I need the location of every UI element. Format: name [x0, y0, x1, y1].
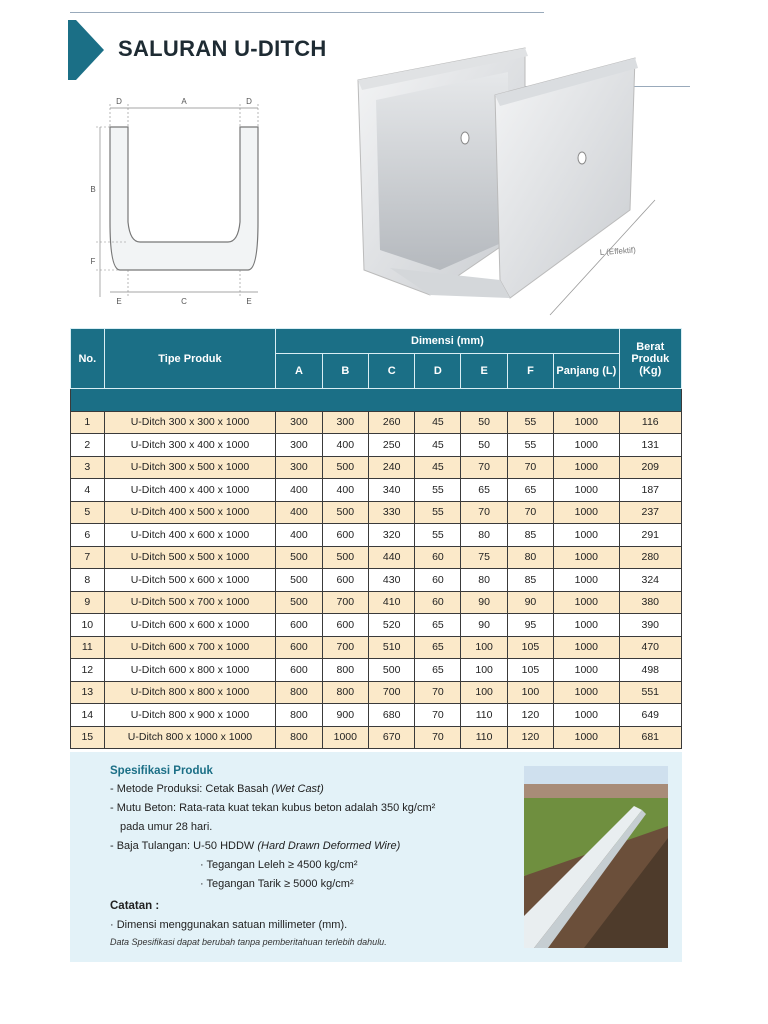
label-e-left: E [116, 297, 122, 306]
col-f-header: F [507, 354, 553, 389]
table-row [71, 726, 682, 749]
table-row [71, 704, 682, 727]
spec-line-yield: · Tegangan Leleh ≥ 4500 kg/cm² [200, 859, 358, 871]
table-cell: 291 [619, 524, 681, 547]
table-cell: 1000 [554, 501, 619, 524]
table-cell: 1000 [554, 434, 619, 457]
table-cell: 100 [507, 681, 553, 704]
table-cell: 90 [461, 591, 507, 614]
table-row [71, 479, 682, 502]
table-row [71, 501, 682, 524]
table-row [71, 614, 682, 637]
table-cell: 5 [71, 501, 105, 524]
table-cell: U-Ditch 400 x 500 x 1000 [104, 501, 276, 524]
table-cell: 60 [415, 569, 461, 592]
table-cell: 209 [619, 456, 681, 479]
table-cell: 1000 [554, 411, 619, 434]
table-cell: 90 [461, 614, 507, 637]
spec-line-tensile: · Tegangan Tarik ≥ 5000 kg/cm² [200, 878, 354, 890]
table-cell: 4 [71, 479, 105, 502]
table-cell: 520 [369, 614, 415, 637]
table-cell: 100 [461, 659, 507, 682]
chevron-right-icon [68, 20, 104, 80]
label-e-right: E [246, 297, 252, 306]
table-cell: 60 [415, 546, 461, 569]
table-cell: 55 [415, 501, 461, 524]
table-cell: 240 [369, 456, 415, 479]
disclaimer-note: Data Spesifikasi dapat berubah tanpa pemberitahuan terlebih dahulu. [110, 937, 387, 947]
table-row [71, 456, 682, 479]
table-cell: 7 [71, 546, 105, 569]
table-cell: 50 [461, 411, 507, 434]
label-d-right: D [246, 97, 252, 106]
table-cell: 65 [507, 479, 553, 502]
table-cell: 70 [461, 456, 507, 479]
table-cell: 500 [369, 659, 415, 682]
spec-line-method: - Metode Produksi: Cetak Basah (Wet Cast) [110, 783, 324, 795]
table-cell: 400 [322, 434, 368, 457]
col-no-header: No. [71, 329, 105, 389]
table-cell: 45 [415, 411, 461, 434]
table-cell: 250 [369, 434, 415, 457]
table-cell: U-Ditch 500 x 500 x 1000 [104, 546, 276, 569]
table-cell: 800 [276, 681, 322, 704]
col-a-header: A [276, 354, 322, 389]
table-cell: 65 [415, 614, 461, 637]
table-cell: 65 [415, 636, 461, 659]
table-row [71, 546, 682, 569]
table-cell: 900 [322, 704, 368, 727]
table-cell: U-Ditch 500 x 700 x 1000 [104, 591, 276, 614]
table-cell: 1 [71, 411, 105, 434]
col-type-header: Tipe Produk [104, 329, 276, 389]
table-cell: 700 [322, 591, 368, 614]
u-ditch-render [350, 40, 670, 330]
table-cell: 800 [276, 704, 322, 727]
spec-line-steel: - Baja Tulangan: U-50 HDDW (Hard Drawn Deformed Wire) [110, 840, 401, 852]
table-cell: 95 [507, 614, 553, 637]
spec-box-side [70, 752, 96, 962]
table-cell: 110 [461, 704, 507, 727]
table-cell: 11 [71, 636, 105, 659]
table-cell: 80 [507, 546, 553, 569]
table-cell: 510 [369, 636, 415, 659]
table-cell: 1000 [554, 479, 619, 502]
length-label: L (Effektif) [599, 245, 637, 257]
table-row [71, 659, 682, 682]
table-cell: 500 [276, 546, 322, 569]
table-cell: 100 [461, 636, 507, 659]
table-cell: 600 [276, 614, 322, 637]
table-cell: 260 [369, 411, 415, 434]
table-row [71, 411, 682, 434]
spec-line-concrete: - Mutu Beton: Rata-rata kuat tekan kubus beton adalah 350 kg/cm² [110, 802, 436, 814]
table-cell: 800 [276, 726, 322, 749]
table-cell: 410 [369, 591, 415, 614]
table-cell: 300 [276, 434, 322, 457]
label-c: C [181, 297, 187, 306]
table-cell: 600 [322, 614, 368, 637]
table-cell: 85 [507, 524, 553, 547]
table-cell: 105 [507, 659, 553, 682]
spec-line-age: pada umur 28 hari. [120, 821, 213, 833]
table-cell: 300 [276, 411, 322, 434]
table-cell: U-Ditch 800 x 900 x 1000 [104, 704, 276, 727]
table-cell: 280 [619, 546, 681, 569]
col-l-header: Panjang (L) [554, 354, 619, 389]
table-cell: 55 [507, 434, 553, 457]
table-cell: U-Ditch 300 x 300 x 1000 [104, 411, 276, 434]
table-cell: 330 [369, 501, 415, 524]
table-cell: 80 [461, 524, 507, 547]
spec-table [70, 328, 682, 749]
table-cell: U-Ditch 400 x 600 x 1000 [104, 524, 276, 547]
label-d-left: D [116, 97, 122, 106]
table-cell: 400 [322, 479, 368, 502]
table-cell: 90 [507, 591, 553, 614]
table-cell: 680 [369, 704, 415, 727]
table-cell: 100 [461, 681, 507, 704]
table-cell: 300 [276, 456, 322, 479]
table-row [71, 681, 682, 704]
top-rule [70, 12, 544, 13]
table-cell: 1000 [554, 524, 619, 547]
site-photo [524, 766, 668, 948]
table-cell: 14 [71, 704, 105, 727]
table-cell: 70 [415, 726, 461, 749]
table-row [71, 569, 682, 592]
table-cell: 70 [415, 681, 461, 704]
table-cell: 1000 [554, 704, 619, 727]
catatan-heading: Catatan : [110, 900, 160, 912]
table-cell: 400 [276, 479, 322, 502]
table-cell: 470 [619, 636, 681, 659]
table-cell: 500 [322, 456, 368, 479]
table-cell: 500 [276, 591, 322, 614]
table-cell: 70 [507, 456, 553, 479]
col-d-header: D [415, 354, 461, 389]
table-cell: 55 [415, 479, 461, 502]
table-cell: 70 [415, 704, 461, 727]
table-cell: 13 [71, 681, 105, 704]
table-cell: 1000 [554, 636, 619, 659]
table-cell: 390 [619, 614, 681, 637]
table-cell: 8 [71, 569, 105, 592]
cross-section-diagram [88, 92, 278, 312]
col-weight-header: Berat Produk (Kg) [619, 329, 681, 389]
table-cell: 12 [71, 659, 105, 682]
table-cell: U-Ditch 500 x 600 x 1000 [104, 569, 276, 592]
table-cell: 10 [71, 614, 105, 637]
table-cell: 6 [71, 524, 105, 547]
table-cell: 75 [461, 546, 507, 569]
table-cell: 9 [71, 591, 105, 614]
table-cell: 670 [369, 726, 415, 749]
col-b-header: B [322, 354, 368, 389]
table-cell: 116 [619, 411, 681, 434]
table-row [71, 524, 682, 547]
table-cell: 320 [369, 524, 415, 547]
table-row [71, 591, 682, 614]
table-cell: 65 [415, 659, 461, 682]
table-cell: 85 [507, 569, 553, 592]
table-cell: 340 [369, 479, 415, 502]
table-cell: 500 [276, 569, 322, 592]
table-cell: 237 [619, 501, 681, 524]
table-cell: 1000 [554, 569, 619, 592]
page-title: SALURAN U-DITCH [118, 36, 327, 61]
table-cell: U-Ditch 400 x 400 x 1000 [104, 479, 276, 502]
table-cell: 1000 [554, 681, 619, 704]
table-cell: 110 [461, 726, 507, 749]
table-row [71, 636, 682, 659]
table-cell: U-Ditch 300 x 400 x 1000 [104, 434, 276, 457]
table-cell: 500 [322, 546, 368, 569]
table-cell: U-Ditch 800 x 1000 x 1000 [104, 726, 276, 749]
table-cell: 1000 [322, 726, 368, 749]
spec-title: Spesifikasi Produk [110, 765, 213, 777]
table-cell: U-Ditch 300 x 500 x 1000 [104, 456, 276, 479]
table-cell: 600 [276, 636, 322, 659]
table-cell: 131 [619, 434, 681, 457]
table-cell: 324 [619, 569, 681, 592]
table-cell: 45 [415, 434, 461, 457]
table-cell: 120 [507, 726, 553, 749]
table-cell: 440 [369, 546, 415, 569]
table-cell: 70 [507, 501, 553, 524]
col-c-header: C [369, 354, 415, 389]
col-e-header: E [461, 354, 507, 389]
table-cell: 60 [415, 591, 461, 614]
table-cell: 1000 [554, 546, 619, 569]
table-row [71, 434, 682, 457]
table-cell: 65 [461, 479, 507, 502]
table-cell: 498 [619, 659, 681, 682]
table-cell: 120 [507, 704, 553, 727]
table-cell: U-Ditch 600 x 800 x 1000 [104, 659, 276, 682]
label-b: B [90, 185, 96, 194]
table-cell: 1000 [554, 614, 619, 637]
table-cell: 600 [322, 569, 368, 592]
table-cell: 15 [71, 726, 105, 749]
col-dim-header: Dimensi (mm) [276, 329, 619, 354]
table-cell: 551 [619, 681, 681, 704]
table-cell: 1000 [554, 726, 619, 749]
label-f: F [90, 257, 96, 266]
table-cell: 600 [322, 524, 368, 547]
table-cell: 1000 [554, 456, 619, 479]
table-cell: 700 [369, 681, 415, 704]
table-cell: 500 [322, 501, 368, 524]
table-cell: 70 [461, 501, 507, 524]
table-cell: U-Ditch 600 x 600 x 1000 [104, 614, 276, 637]
table-cell: 2 [71, 434, 105, 457]
table-cell: 800 [322, 681, 368, 704]
table-cell: 1000 [554, 659, 619, 682]
table-cell: 400 [276, 524, 322, 547]
table-cell: 50 [461, 434, 507, 457]
table-cell: 400 [276, 501, 322, 524]
table-cell: 681 [619, 726, 681, 749]
table-cell: 55 [507, 411, 553, 434]
table-cell: 700 [322, 636, 368, 659]
table-cell: 649 [619, 704, 681, 727]
table-cell: 105 [507, 636, 553, 659]
table-cell: U-Ditch 800 x 800 x 1000 [104, 681, 276, 704]
table-cell: 55 [415, 524, 461, 547]
table-cell: U-Ditch 600 x 700 x 1000 [104, 636, 276, 659]
label-a: A [181, 97, 187, 106]
table-cell: 380 [619, 591, 681, 614]
table-cell: 1000 [554, 591, 619, 614]
table-cell: 3 [71, 456, 105, 479]
table-cell: 300 [322, 411, 368, 434]
catatan-line: · Dimensi menggunakan satuan millimeter (mm). [110, 919, 348, 931]
table-cell: 45 [415, 456, 461, 479]
table-cell: 800 [322, 659, 368, 682]
table-cell: 80 [461, 569, 507, 592]
table-cell: 430 [369, 569, 415, 592]
table-cell: 187 [619, 479, 681, 502]
table-cell: 600 [276, 659, 322, 682]
